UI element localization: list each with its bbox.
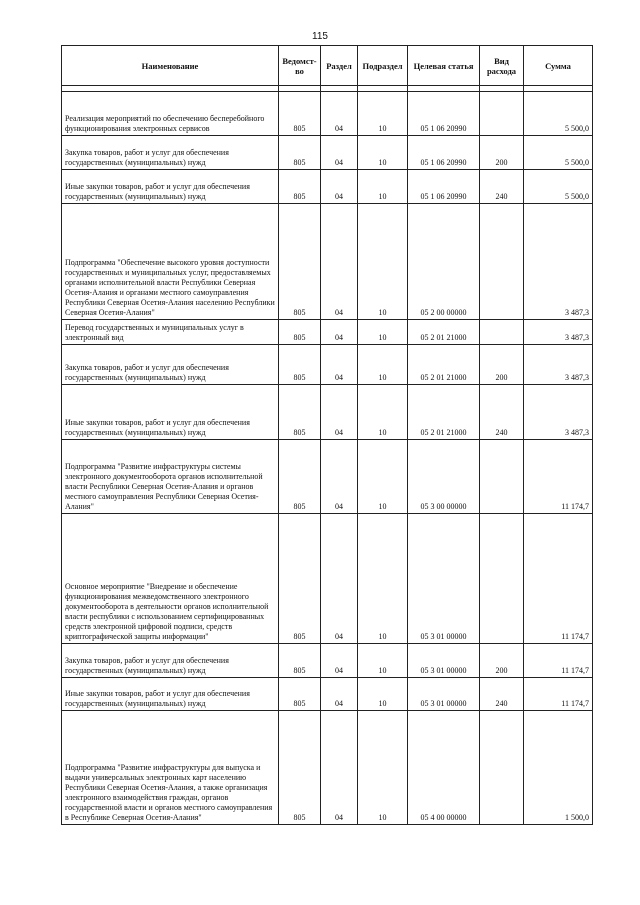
row-amount: 3 487,3 — [524, 204, 593, 320]
row-subsection: 10 — [358, 514, 408, 644]
table-row — [62, 345, 593, 385]
row-amount: 11 174,7 — [524, 678, 593, 711]
row-ministry: 805 — [279, 440, 321, 514]
row-subsection: 10 — [358, 385, 408, 440]
row-name: Подпрограмма "Развитие инфраструктуры системы электронного документооборота органов исполнительной власти Республики Северная Осетия-Алания и органов местного самоуправления Республики Северная Осетия-Алания" — [62, 440, 279, 514]
row-ministry: 805 — [279, 136, 321, 170]
row-section: 04 — [321, 644, 358, 678]
row-amount: 3 487,3 — [524, 345, 593, 385]
header-name: Наименование — [62, 46, 279, 86]
budget-table — [61, 45, 593, 825]
row-amount: 3 487,3 — [524, 320, 593, 345]
header-section: Раздел — [321, 46, 358, 86]
row-name: Закупка товаров, работ и услуг для обеспечения государственных (муниципальных) нужд — [62, 136, 279, 170]
row-section: 04 — [321, 711, 358, 825]
header-target: Целевая статья — [408, 46, 480, 86]
table-row — [62, 136, 593, 170]
row-subsection: 10 — [358, 170, 408, 204]
table-row — [62, 644, 593, 678]
table-row — [62, 320, 593, 345]
row-name: Закупка товаров, работ и услуг для обеспечения государственных (муниципальных) нужд — [62, 644, 279, 678]
row-amount: 1 500,0 — [524, 711, 593, 825]
row-target: 05 3 00 00000 — [408, 440, 480, 514]
row-target: 05 1 06 20990 — [408, 170, 480, 204]
row-expense-type: 240 — [480, 385, 524, 440]
row-target: 05 2 01 21000 — [408, 345, 480, 385]
table-row — [62, 514, 593, 644]
row-ministry: 805 — [279, 204, 321, 320]
row-ministry: 805 — [279, 644, 321, 678]
row-subsection: 10 — [358, 678, 408, 711]
row-expense-type: 200 — [480, 644, 524, 678]
row-amount: 5 500,0 — [524, 170, 593, 204]
row-ministry: 805 — [279, 170, 321, 204]
row-name: Основное мероприятие "Внедрение и обеспечение функционирования межведомственного электронного документооборота в деятельности органов исполнительной власти республики с использованием сертифицированных средств электронной цифровой подписи, средств криптографической защиты информации" — [62, 514, 279, 644]
row-target: 05 3 01 00000 — [408, 644, 480, 678]
row-amount: 11 174,7 — [524, 644, 593, 678]
row-subsection: 10 — [358, 440, 408, 514]
row-ministry: 805 — [279, 678, 321, 711]
row-expense-type — [480, 92, 524, 136]
row-amount: 11 174,7 — [524, 440, 593, 514]
row-name: Перевод государственных и муниципальных услуг в электронный вид — [62, 320, 279, 345]
row-name: Подпрограмма "Развитие инфраструктуры для выпуска и выдачи универсальных электронных карт населению Республики Северная Осетия-Алания, а также организация электронного взаимодействия граждан, органов государственной власти и органов местного самоуправления в Республике Северная Осетия-Алания" — [62, 711, 279, 825]
row-name: Иные закупки товаров, работ и услуг для обеспечения государственных (муниципальных) нужд — [62, 385, 279, 440]
row-section: 04 — [321, 440, 358, 514]
row-target: 05 2 01 21000 — [408, 385, 480, 440]
row-subsection: 10 — [358, 92, 408, 136]
row-target: 05 1 06 20990 — [408, 92, 480, 136]
table-row — [62, 711, 593, 825]
table-row — [62, 170, 593, 204]
row-section: 04 — [321, 678, 358, 711]
row-target: 05 3 01 00000 — [408, 514, 480, 644]
table-header-row — [62, 46, 593, 86]
row-subsection: 10 — [358, 711, 408, 825]
row-expense-type: 200 — [480, 136, 524, 170]
row-subsection: 10 — [358, 345, 408, 385]
row-ministry: 805 — [279, 92, 321, 136]
row-target: 05 1 06 20990 — [408, 136, 480, 170]
table-row — [62, 204, 593, 320]
row-name: Реализация мероприятий по обеспечению бесперебойного функционирования электронных сервисов — [62, 92, 279, 136]
row-amount: 3 487,3 — [524, 385, 593, 440]
row-ministry: 805 — [279, 514, 321, 644]
row-section: 04 — [321, 170, 358, 204]
row-subsection: 10 — [358, 204, 408, 320]
page-number: 115 — [312, 31, 328, 42]
header-expense-type: Вид расхода — [480, 46, 524, 86]
row-section: 04 — [321, 92, 358, 136]
row-target: 05 3 01 00000 — [408, 678, 480, 711]
row-subsection: 10 — [358, 644, 408, 678]
row-expense-type: 240 — [480, 170, 524, 204]
row-expense-type — [480, 514, 524, 644]
header-ministry: Ведомст-во — [279, 46, 321, 86]
row-name: Иные закупки товаров, работ и услуг для обеспечения государственных (муниципальных) нужд — [62, 170, 279, 204]
row-name: Подпрограмма "Обеспечение высокого уровня доступности государственных и муниципальных услуг, предоставляемых органами исполнительной власти Республики Северная Осетия-Алания и органами местного самоуправления Республики Северная Осетия-Алания населению Республики Северная Осетия-Алания" — [62, 204, 279, 320]
row-section: 04 — [321, 514, 358, 644]
row-expense-type — [480, 320, 524, 345]
row-ministry: 805 — [279, 320, 321, 345]
row-target: 05 2 00 00000 — [408, 204, 480, 320]
row-amount: 11 174,7 — [524, 514, 593, 644]
row-ministry: 805 — [279, 711, 321, 825]
row-name: Закупка товаров, работ и услуг для обеспечения государственных (муниципальных) нужд — [62, 345, 279, 385]
row-subsection: 10 — [358, 136, 408, 170]
row-name: Иные закупки товаров, работ и услуг для обеспечения государственных (муниципальных) нужд — [62, 678, 279, 711]
table-row — [62, 678, 593, 711]
header-amount: Сумма — [524, 46, 593, 86]
row-expense-type — [480, 440, 524, 514]
row-subsection: 10 — [358, 320, 408, 345]
row-ministry: 805 — [279, 385, 321, 440]
row-expense-type — [480, 711, 524, 825]
row-section: 04 — [321, 320, 358, 345]
table-row — [62, 440, 593, 514]
table-row — [62, 92, 593, 136]
row-amount: 5 500,0 — [524, 136, 593, 170]
row-section: 04 — [321, 136, 358, 170]
row-expense-type: 240 — [480, 678, 524, 711]
row-section: 04 — [321, 385, 358, 440]
row-expense-type: 200 — [480, 345, 524, 385]
row-target: 05 4 00 00000 — [408, 711, 480, 825]
row-amount: 5 500,0 — [524, 92, 593, 136]
header-subsection: Подраздел — [358, 46, 408, 86]
row-expense-type — [480, 204, 524, 320]
row-section: 04 — [321, 204, 358, 320]
table-row — [62, 385, 593, 440]
row-section: 04 — [321, 345, 358, 385]
row-target: 05 2 01 21000 — [408, 320, 480, 345]
row-ministry: 805 — [279, 345, 321, 385]
